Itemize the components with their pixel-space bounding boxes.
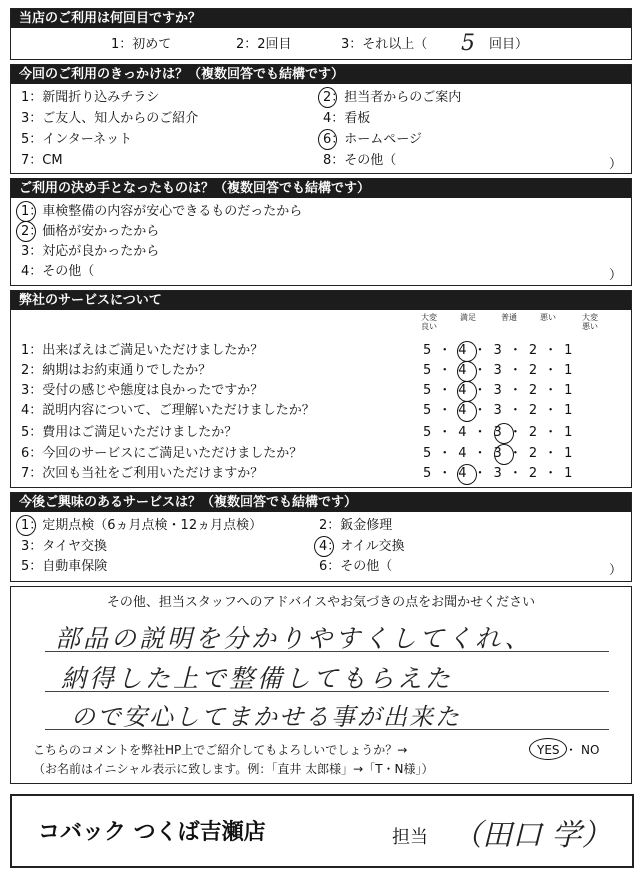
service-q4-scale[interactable]: 5・4・3・2・1 — [423, 403, 580, 418]
col-header-very-good: 大変 良い — [421, 313, 437, 331]
rating-circle-q2 — [457, 361, 477, 382]
interest-close-paren: ） — [609, 563, 623, 578]
trigger-option-4[interactable]: 4：看板 — [323, 111, 371, 126]
trigger-option-2[interactable]: 2：担当者からのご案内 — [323, 90, 462, 105]
consent-no[interactable]: NO — [581, 743, 600, 757]
visits-option-1[interactable]: 1：初めて — [111, 37, 172, 52]
decision-option-4[interactable]: 4：その他（ — [21, 264, 95, 279]
advice-consent-question: こちらのコメントを弊社HP上でご紹介してもよろしいでしょうか？→ — [33, 743, 408, 757]
visits-count-suffix: 回目） — [489, 37, 529, 52]
visits-option-2[interactable]: 2：2回目 — [236, 37, 292, 52]
trigger-close-paren: ） — [609, 157, 623, 172]
interest-question: 今後ご興味のあるサービスは？（複数回答でも結構です） — [11, 493, 631, 512]
col-header-bad: 悪い — [540, 313, 556, 322]
service-q6: 6：今回のサービスにご満足いただけましたか？ — [21, 446, 303, 461]
staff-label: 担当 — [392, 827, 428, 848]
service-q7: 7：次回も当社をご利用いただけますか？ — [21, 466, 264, 481]
decision-question: ご利用の決め手となったものは？（複数回答でも結構です） — [11, 179, 631, 198]
col-header-normal: 普通 — [501, 313, 517, 322]
decision-close-paren: ） — [609, 268, 623, 283]
consent-yes-circle — [529, 738, 567, 760]
service-q6-scale[interactable]: 5・4・3・2・1 — [423, 446, 580, 461]
service-q7-scale[interactable]: 5・4・3・2・1 — [423, 466, 580, 481]
trigger-option-3[interactable]: 3：ご友人、知人からのご紹介 — [21, 111, 199, 126]
trigger-section — [10, 64, 632, 174]
service-q3: 3：受付の感じや態度は良かったですか？ — [21, 383, 264, 398]
interest-circle-1 — [16, 515, 36, 536]
shop-name: コバック つくば吉瀬店 — [38, 820, 266, 845]
trigger-question: 今回のご利用のきっかけは？（複数回答でも結構です） — [11, 65, 631, 84]
interest-section — [10, 492, 632, 582]
trigger-option-5[interactable]: 5：インターネット — [21, 132, 133, 147]
consent-dot: ・ — [565, 743, 578, 757]
decision-circle-2 — [16, 221, 36, 242]
rating-circle-q3 — [457, 381, 477, 402]
trigger-circle-6 — [318, 129, 337, 150]
interest-option-3[interactable]: 3：タイヤ交換 — [21, 539, 108, 554]
interest-circle-4 — [314, 536, 334, 557]
rating-circle-q1 — [457, 341, 477, 362]
advice-handwriting-3: ので安心してまかせる事が出来た — [71, 703, 461, 731]
consent-yes[interactable]: YES — [537, 743, 560, 757]
col-header-very-bad: 大変 悪い — [582, 313, 598, 331]
decision-option-2[interactable]: 2：価格が安かったから — [21, 224, 160, 239]
footer-section — [10, 794, 634, 868]
interest-option-4[interactable]: 4：オイル交換 — [319, 539, 405, 554]
interest-option-1[interactable]: 1：定期点検（6ヵ月点検・12ヵ月点検） — [21, 518, 263, 533]
interest-option-6[interactable]: 6：その他（ — [319, 559, 393, 574]
service-section — [10, 290, 632, 488]
service-q2: 2：納期はお約束通りでしたか？ — [21, 363, 212, 378]
service-q5-scale[interactable]: 5・4・3・2・1 — [423, 425, 580, 440]
trigger-option-1[interactable]: 1：新聞折り込みチラシ — [21, 90, 160, 105]
trigger-option-6[interactable]: 6：ホームページ — [323, 132, 423, 147]
advice-title: その他、担当スタッフへのアドバイスやお気づきの点をお聞かせください — [106, 595, 536, 610]
interest-option-2[interactable]: 2：鈑金修理 — [319, 518, 393, 533]
col-header-satisfied: 満足 — [460, 313, 476, 322]
trigger-circle-2 — [318, 87, 337, 108]
trigger-option-8[interactable]: 8：その他（ — [323, 153, 397, 168]
service-q1-scale[interactable]: 5・4・3・2・1 — [423, 343, 580, 358]
interest-option-5[interactable]: 5：自動車保険 — [21, 559, 108, 574]
service-q5: 5：費用はご満足いただけましたか？ — [21, 425, 238, 440]
decision-option-3[interactable]: 3：対応が良かったから — [21, 244, 160, 259]
service-q2-scale[interactable]: 5・4・3・2・1 — [423, 363, 580, 378]
rating-circle-q7 — [457, 464, 477, 485]
advice-name-note: （お名前はイニシャル表示に致します。例：「直井 太郎様」→「T・N様」） — [33, 762, 434, 776]
advice-handwriting-1: 部品の説明を分かりやすくしてくれ、 — [55, 624, 533, 653]
service-q4: 4：説明内容について、ご理解いただけましたか？ — [21, 403, 315, 418]
rating-circle-q5 — [494, 423, 514, 444]
service-question: 弊社のサービスについて — [11, 291, 631, 310]
service-q3-scale[interactable]: 5・4・3・2・1 — [423, 383, 580, 398]
decision-circle-1 — [16, 201, 36, 222]
rating-circle-q4 — [457, 401, 477, 422]
visits-question: 当店のご利用は何回目ですか？ — [11, 9, 631, 28]
trigger-option-7[interactable]: 7：CM — [21, 153, 63, 168]
advice-handwriting-2: 納得した上で整備してもらえた — [61, 664, 454, 693]
staff-name-handwritten: （田口 学） — [452, 818, 612, 853]
advice-section — [10, 586, 632, 784]
rating-circle-q6 — [494, 444, 514, 465]
service-q1: 1：出来ばえはご満足いただけましたか？ — [21, 343, 264, 358]
visits-section — [10, 8, 632, 60]
decision-option-1[interactable]: 1：車検整備の内容が安心できるものだったから — [21, 204, 303, 219]
decision-section — [10, 178, 632, 286]
visits-count-answer: 5 — [461, 31, 475, 56]
visits-option-3[interactable]: 3：それ以上（ — [341, 37, 428, 52]
